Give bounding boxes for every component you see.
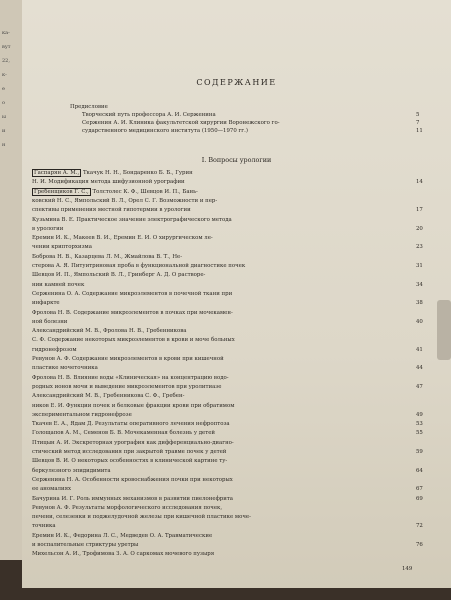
toc-line: [32, 514, 251, 520]
toc-line-text: точника: [32, 523, 56, 530]
toc-line: [32, 551, 214, 557]
toc-line-text: С. Ф. Содержание некоторых микроэлементов в крови и моче больных: [32, 337, 235, 344]
margin-fragment: вут: [2, 44, 11, 50]
toc-line: [32, 449, 226, 455]
toc-line-text: Александрийский М. В., Гребенникова С. Ф., Гребен-: [32, 393, 185, 400]
toc-page-number: 59: [416, 449, 423, 455]
toc-line-text: Михельсон А. И., Трофимова З. А. О саркомах мочевого пузыря: [32, 551, 215, 558]
toc-line: [32, 477, 233, 483]
toc-page-number: 64: [416, 467, 423, 474]
toc-page-number: 49: [416, 411, 423, 418]
toc-line: [32, 217, 232, 223]
toc-page-number: 44: [416, 365, 423, 372]
toc-line: [32, 254, 182, 260]
toc-line-text: Серженина Н. А. Особенности кровоснабжения почки при некоторых: [32, 476, 233, 483]
toc-line: [32, 198, 217, 204]
toc-line-text: Боброва Н. В., Казарцева Л. М., Жмайлова В. Т., Не-: [32, 253, 183, 260]
toc-page-number: 17: [416, 207, 423, 214]
toc-line-text: экспериментальном гидронефрозе: [32, 411, 132, 418]
margin-fragment: ы: [2, 114, 6, 120]
toc-line: [32, 282, 84, 288]
toc-line-text: гидронефрозом: [32, 346, 77, 353]
toc-line: [32, 393, 184, 399]
toc-line: [82, 128, 248, 134]
toc-line: [32, 300, 60, 306]
toc-page-number: 41: [416, 346, 423, 353]
toc-line-text: и воспалительные стриктуры уретры: [32, 542, 139, 548]
toc-line: [32, 403, 234, 409]
toc-line-text: печени, селезенки и поджелудочной железы при кишечной пластике моче-: [32, 514, 251, 521]
toc-line: [32, 505, 222, 511]
toc-line-text: пластике мочеточника: [32, 365, 98, 372]
margin-fragment: н: [2, 142, 6, 148]
toc-line: [70, 104, 108, 110]
toc-line: [32, 235, 213, 241]
toc-line: [32, 244, 92, 250]
toc-line-text: беркулезного эпидидимита: [32, 467, 111, 474]
toc-page-number: 76: [416, 542, 423, 548]
toc-line: [32, 310, 233, 316]
toc-page-number: 67: [416, 486, 423, 493]
toc-line-text: Ткачук Н. Н., Бондаренко Б. Б., Гурин: [81, 170, 193, 176]
toc-line-text: ее аномалиях: [32, 486, 72, 493]
toc-line: [32, 328, 187, 334]
toc-line: [32, 440, 234, 446]
toc-page-number: 40: [416, 318, 423, 325]
toc-page-number: 20: [416, 225, 423, 232]
toc-page-number: 38: [416, 300, 423, 307]
toc-line-text: Толстолес К. Ф., Шевцов И. П., Бань-: [90, 188, 198, 195]
toc-line: [32, 272, 205, 278]
toc-page-number: 31: [416, 263, 423, 269]
toc-line: [32, 356, 224, 362]
margin-fragment: е: [2, 86, 5, 92]
toc-line: [32, 496, 233, 502]
toc-line: [32, 384, 221, 390]
book-page: [22, 0, 451, 588]
toc-line: [32, 421, 230, 427]
toc-line: [82, 120, 280, 126]
toc-line-text: Фролова Н. В. Содержание микроэлементов в почках при мочекамен-: [32, 309, 233, 316]
toc-line: [82, 112, 216, 118]
toc-line-text: Серженина О. А. Содержание микроэлементов в почечной ткани при: [32, 290, 233, 297]
toc-line: [32, 430, 215, 436]
eraser-object: [437, 300, 451, 360]
footer-page-number: 149: [402, 566, 413, 572]
margin-fragment: и: [2, 128, 6, 134]
toc-line-text: стический метод исследования при закрытой травме почек у детей: [32, 449, 227, 455]
toc-line-text: сударственного медицинского института (1950—1970 гг.): [82, 128, 248, 134]
page-title: СОДЕРЖАНИЕ: [196, 78, 277, 87]
toc-line: [32, 486, 71, 492]
toc-line-text: Предисловие: [70, 104, 108, 110]
toc-line: [32, 189, 198, 195]
toc-page-number: 69: [416, 495, 423, 502]
toc-line: [32, 319, 67, 325]
toc-line-text: Ткачев Е. А., Ядам Д. Результаты оперативного лечения нефроптоза: [32, 421, 230, 428]
toc-line-text: спективы применения местной гипотермии в урологии: [32, 207, 191, 214]
adjacent-page-edge: [0, 0, 22, 560]
toc-line-text: нии камней почек: [32, 281, 85, 288]
toc-line: [32, 365, 98, 371]
toc-line: [32, 523, 56, 529]
toc-line-text: Кузьмина В. Е. Практическое значение электрографического метода: [32, 216, 232, 223]
toc-line: [32, 468, 111, 474]
toc-line: [32, 375, 229, 381]
toc-line-text: Еремин И. К., Макеев В. И., Еремин Е. И. О хирургическом ле-: [32, 235, 213, 242]
toc-page-number: 55: [416, 430, 423, 437]
toc-page-number: 11: [416, 128, 423, 134]
boxed-author: Гребенщиков Г. С.,: [34, 188, 89, 195]
toc-line-text: Александрийский М. В., Фролова Н. В., Гребенникова: [32, 328, 187, 335]
toc-line-text: чении крипторхизма: [32, 244, 92, 251]
toc-page-number: 53: [416, 421, 423, 428]
toc-page-number: 14: [416, 179, 423, 186]
toc-page-number: 72: [416, 523, 423, 530]
toc-line: [32, 291, 232, 297]
toc-line-text: ной болезни: [32, 318, 68, 325]
toc-line: [32, 337, 235, 343]
toc-line-text: родных ионов мочи и выведение микроэлементов при уролитиазе: [32, 383, 222, 390]
toc-page-number: 23: [416, 244, 423, 251]
toc-line-text: в урологии: [32, 225, 64, 232]
toc-line: [32, 179, 185, 185]
toc-line-text: ников Е. И. Функции почек и белковые фракции крови при обратимом: [32, 402, 235, 409]
toc-line-text: Голощапов А. М., Семенов Б. В. Мочекаменная болезнь у детей: [32, 430, 215, 437]
toc-line: [32, 207, 191, 213]
toc-page-number: 34: [416, 281, 423, 288]
margin-fragment: 22,: [2, 58, 10, 64]
toc-line-text: Ревунов А. Ф. Результаты морфологического исследования почек,: [32, 504, 223, 511]
toc-line-text: Ревунов А. Ф. Содержание микроэлементов в крови при кишечной: [32, 356, 224, 362]
toc-page-number: 5: [416, 112, 420, 118]
boxed-author: Гаспарян А. М.,: [34, 170, 80, 176]
toc-line-text: Бачурина И. Г. Роль иммунных механизмов в развитии пиелонефрита: [32, 495, 234, 502]
toc-line-text: Птицын А. И. Экскреторная урография как дифференциально-диагно-: [32, 439, 234, 446]
toc-line-text: инфаркте: [32, 300, 60, 307]
toc-page-number: 7: [416, 120, 420, 126]
margin-fragment: ка-: [2, 30, 10, 36]
toc-line-text: Шевцов И. П., Ямпольский В. Л., Гринберг А. Д. О растворе-: [32, 272, 206, 279]
toc-line: [32, 542, 138, 548]
toc-page-number: 47: [416, 383, 423, 390]
margin-fragment: к-: [2, 72, 7, 78]
toc-line-text: Н. И. Модификация метода шифузионной урографии: [32, 179, 185, 186]
toc-line: [32, 226, 63, 232]
toc-line-text: ковский Н. С., Ямпольский В. Л., Орел С. Г. Возможности и пер-: [32, 197, 218, 204]
toc-line-text: Шевцов В. И. О некоторых особенностях в клинической картине ту-: [32, 458, 228, 465]
toc-line: [32, 533, 212, 539]
toc-line-text: стерова А. Я. Питуитриновая проба в функциональной диагностике почек: [32, 263, 246, 269]
toc-line: [32, 170, 193, 176]
toc-line: [32, 458, 227, 464]
section-title: I. Вопросы урологии: [201, 156, 272, 164]
toc-line: [32, 263, 245, 269]
toc-line-text: Фролова Н. В. Влияние воды «Клиническая» на концентрацию водо-: [32, 374, 229, 381]
toc-line-text: Творческий путь профессора А. И. Серженина: [82, 112, 216, 118]
margin-fragment: о: [2, 100, 6, 106]
toc-line: [32, 347, 77, 353]
toc-line: [32, 412, 132, 418]
toc-line-text: Еремин И. К., Федорина Л. С., Медведев О. А. Травматические: [32, 532, 213, 539]
toc-line-text: Серженин А. И. Клиника факультетской хирургии Воронежского го-: [82, 120, 280, 126]
